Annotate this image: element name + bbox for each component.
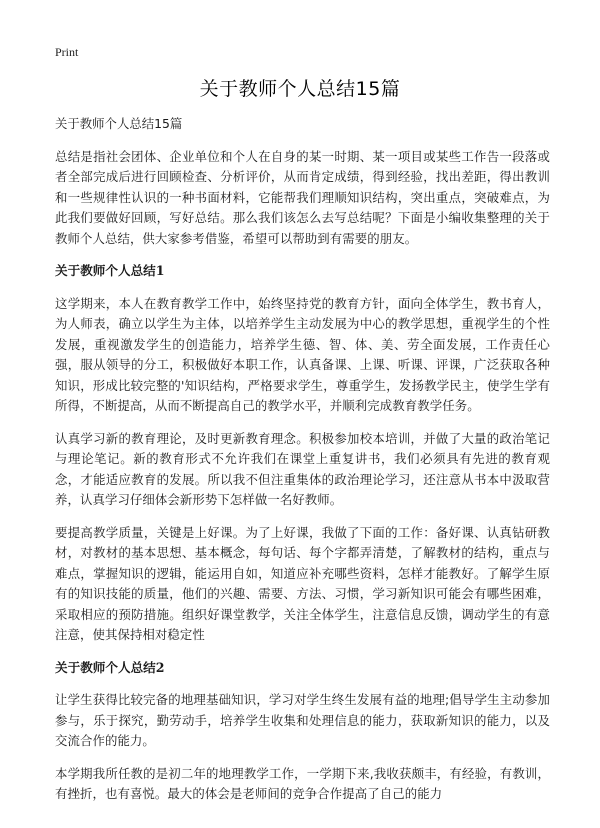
- section-1-paragraph-2: 认真学习新的教育理论，及时更新教育理念。积极参加校本培训，并做了大量的政治笔记与理论笔记。新的教育形式不允许我们在课堂上重复讲书，我们必须具有先进的教育观念，才能适应教育的发展。所以我不但注重集体的政治理论学习，还注意从书本中汲取营养，认真学习仔细体会新形势下怎样做一名好教师。: [55, 430, 550, 507]
- intro-paragraph: 总结是指社会团体、企业单位和个人在自身的某一时期、某一项目或某些工作告一段落或者全部完成后进行回顾检查、分析评价，从而肯定成绩，得到经验，找出差距，得出教训和一些规律性认识的一种书面材料，它能帮我们理顺知识结构，突出重点，突破难点，为此我们要做好回顾，写好总结。那么我们该怎么去写总结呢？下面是小编收集整理的关于教师个人总结，供大家参考借鉴，希望可以帮助到有需要的朋友。: [55, 148, 550, 246]
- section-2-paragraph-2: 本学期我所任教的是初二年的地理教学工作，一学期下来,我收获颇丰，有经验，有教训，有挫折，也有喜悦。最大的体会是老师间的竞争合作提高了自己的能力: [55, 765, 550, 801]
- print-link[interactable]: Print: [55, 45, 79, 59]
- section-2-paragraph-1: 让学生获得比较完备的地理基础知识，学习对学生终生发展有益的地理;倡导学生主动参加参与，乐于探究，勤劳动手，培养学生收集和处理信息的能力，获取新知识的能力，以及交流合作的能力。: [55, 692, 550, 748]
- section-heading-1: 关于教师个人总结1: [55, 263, 165, 278]
- section-heading-2: 关于教师个人总结2: [55, 659, 165, 675]
- article-body: [55, 114, 550, 817]
- article-subtitle: 关于教师个人总结15篇: [55, 116, 183, 131]
- section-1-paragraph-3: 要提高教学质量，关键是上好课。为了上好课，我做了下面的工作：备好课、认真钻研教材，对教材的基本思想、基本概念，每句话、每个字都弄清楚，了解教材的结构，重点与难点，掌握知识的逻辑，能运用自如，知道应补充哪些资料，怎样才能教好。了解学生原有的知识技能的质量，他们的兴趣、需要、方法、习惯，学习新知识可能会有哪些困难，采取相应的预防措施。组织好课堂教学，关注全体学生，注意信息反馈，调动学生的有意注意，使其保持相对稳定性: [55, 524, 550, 642]
- section-1-paragraph-1: 这学期来，本人在教育教学工作中，始终坚持党的教育方针，面向全体学生，教书育人，为人师表，确立以学生为主体，以培养学生主动发展为中心的教学思想，重视学生的个性发展，重视激发学生的创造能力，培养学生德、智、体、美、劳全面发展，工作责任心强，服从领导的分工，积极做好本职工作，认真备课、上课、听课、评课，广泛获取各种知识，形成比较完整的'知识结构，严格要求学生，尊重学生，发扬教学民主，使学生学有所得，不断提高，从而不断提高自己的教学水平，并顺利完成教育教学任务。: [55, 295, 550, 413]
- page-title: 关于教师个人总结15篇: [199, 78, 401, 100]
